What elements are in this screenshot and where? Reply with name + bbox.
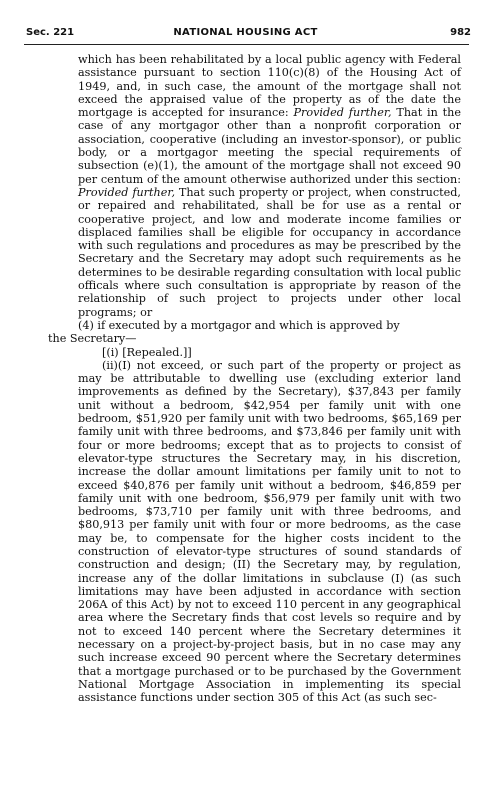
header-rule <box>24 44 469 45</box>
paragraph-continuation <box>28 53 461 319</box>
text-run: That such property or project, when constructed, or repaired and rehabilitated, shall be for use as a rental or cooperative project, and low and moderate income families or displaced families shall be eligible for occupancy in accordance with such regulations and procedures as may be prescribed by the Secretary and the Secretary may adopt such requirements as he determines to be desirable regarding consultation with local public officals where such consultation is appropriate by reason of the relationship of such project to projects under other local programs; or <box>78 185 461 319</box>
act-title: NATIONAL HOUSING ACT <box>173 27 318 38</box>
running-header <box>20 27 471 41</box>
repealed-clause: [(i) [Repealed.]] <box>102 345 192 359</box>
page-number: 982 <box>450 27 471 38</box>
proviso-italic: Provided further, <box>78 185 176 199</box>
text-run: which has been rehabilitated by a local public agency with Federal assistance pursuant to section 110(c)(8) of the Housing Act of 1949, and, in such case, the amount of the mortgage shall not exceed the appraised value of the property as of the date the mortgage is accepted for insurance: <box>78 53 461 120</box>
section-number: Sec. 221 <box>26 27 75 38</box>
paragraph-4-line1: (4) if executed by a mortgagor and which is approved by <box>78 318 400 332</box>
proviso-italic: Provided further, <box>293 106 392 120</box>
clause-ii: (ii)(I) not exceed, or such part of the property or project as may be attributable to dwelling use (excluding exterior land improvements as defined by the Secretary), $37,843 per family unit without a bedroom, $42,954 per family unit with one bedroom, $51,920 per family unit with two bedrooms, $65,169 per family unit with three bedrooms, and $73,846 per family unit with four or more bedrooms; except that as to projects to consist of elevator-type structures the Secretary may, in his discretion, increase the dollar amount limitations per family unit to not to exceed $40,876 per family unit without a bedroom, $46,859 per family unit with one bedroom, $56,979 per family unit with two bedrooms, $73,710 per family unit with three bedrooms, and $80,913 per family unit with four or more bedrooms, as the case may be, to compensate for the higher costs incident to the construction of elevator-type structures of sound standards of construction and design; (II) the Secretary may, by regulation, increase any of the dollar limitations in subclause (I) (as such limitations may have been adjusted in accordance with section 206A of this Act) by not to exceed 110 percent in any geographical area where the Secretary finds that cost levels so require and by not to exceed 140 percent where the Secretary determines it necessary on a project-by-project basis, but in no case may any such increase exceed 90 percent where the Secretary determines that a mortgage purchased or to be purchased by the Government National Mortgage Association in implementing its special assistance functions under section 305 of this Act (as such sec- <box>78 358 461 705</box>
statute-text <box>28 53 461 705</box>
paragraph-4-line2: the Secretary— <box>48 332 137 346</box>
text-run: That in the case of any mortgagor other than a nonprofit corporation or association, cooperative (including an investor-sponsor), or public body, or a mortgagor meeting the special requirements of subsection (e)(1), the amount of the mortgage shall not exceed 90 per centum of the amount otherwise authorized under this section: <box>78 106 462 186</box>
